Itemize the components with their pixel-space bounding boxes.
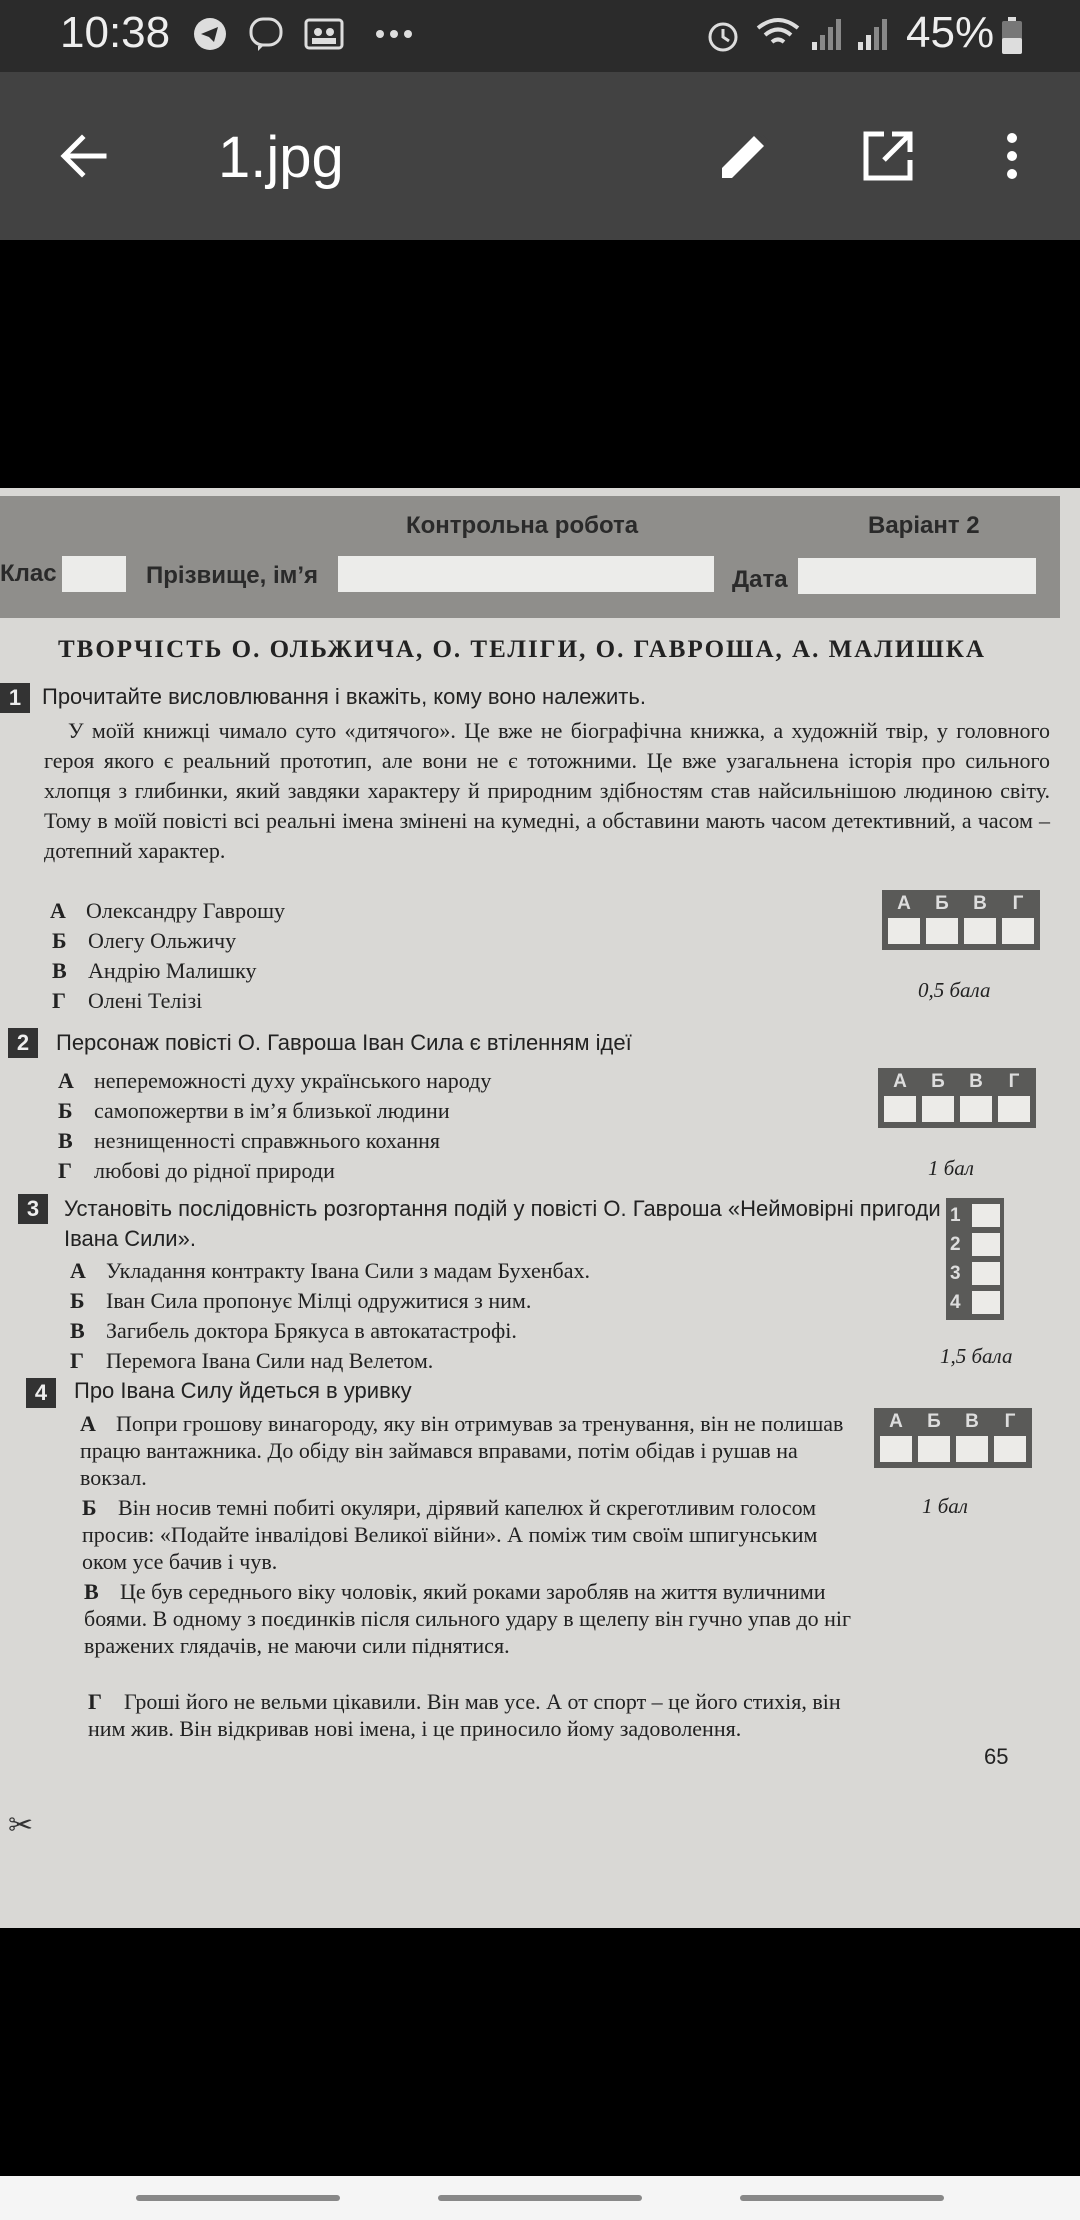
status-time: 10:38 — [60, 8, 171, 57]
answer-option: В Це був середнього віку чоловік, який роками заробляв на життя вуличними боями. В одному з поєдинків після сильного удару в щелепу він гучно упав до ніг вражених глядачів, не маючи сили піднятися. — [84, 1579, 852, 1658]
nav-recents-button[interactable] — [136, 2195, 340, 2201]
name-field — [338, 556, 714, 592]
contacts-icon — [304, 16, 344, 61]
date-field — [798, 558, 1036, 594]
answer-option: А Укладання контракту Івана Сили з мадам Бухенбах. — [70, 1258, 590, 1283]
answer-option: Г Олені Телізі — [52, 988, 203, 1013]
question-prompt: Про Івана Силу йдеться в уривку — [74, 1378, 412, 1403]
date-label: Дата — [732, 566, 788, 593]
sequence-grid: 1 2 3 4 — [946, 1198, 1004, 1320]
more-vert-icon — [992, 126, 1032, 186]
pencil-icon — [714, 126, 774, 186]
wifi-icon — [756, 16, 800, 61]
nav-home-button[interactable] — [438, 2195, 642, 2201]
answer-option: В Андрію Малишку — [52, 958, 257, 983]
scissors-icon: ✂ — [8, 1809, 34, 1842]
score-label: 0,5 бала — [918, 978, 991, 1002]
open-external-icon — [858, 126, 918, 186]
question-prompt: Прочитайте висловлювання і вкажіть, кому воно належить. — [42, 684, 646, 709]
answer-option: Б Іван Сила пропонує Мілці одружитися з ним. — [70, 1288, 532, 1313]
signal-icon — [810, 16, 844, 61]
image-viewer[interactable] — [0, 240, 1080, 2176]
page-number: 65 — [984, 1744, 1009, 1769]
app-bar — [0, 72, 1080, 240]
status-bar — [0, 0, 1080, 72]
telegram-icon — [192, 16, 228, 61]
signal-icon — [856, 16, 890, 61]
edit-button[interactable] — [712, 124, 776, 188]
answer-grid: А Б В Г — [878, 1068, 1036, 1128]
back-button[interactable] — [52, 124, 116, 188]
main-title: ТВОРЧІСТЬ О. ОЛЬЖИЧА, О. ТЕЛІГИ, О. ГАВРОША, А. МАЛИШКА — [58, 636, 986, 663]
battery-icon — [1000, 16, 1024, 65]
question-number: 2 — [8, 1028, 38, 1058]
battery-percent: 45% — [906, 8, 995, 57]
question-prompt: Персонаж повісті О. Гавроша Іван Сила є втіленням ідеї — [56, 1030, 632, 1055]
answer-option: А Попри грошову винагороду, яку він отримував за тренування, він не полишав працю вантажника. До обіду він займався вправами, потім обідав і рушав на вокзал. — [80, 1411, 844, 1490]
class-field — [62, 556, 126, 592]
alarm-icon — [704, 16, 742, 63]
worksheet-title: Контрольна робота — [406, 512, 639, 539]
answer-option: В незнищенності справжнього кохання — [58, 1128, 441, 1153]
nav-back-button[interactable] — [740, 2195, 944, 2201]
file-title: 1.jpg — [218, 125, 344, 190]
answer-grid: А Б В Г — [882, 890, 1040, 950]
answer-option: В Загибель доктора Брякуса в автокатастрофі. — [70, 1318, 517, 1343]
viber-icon — [248, 16, 284, 61]
answer-option: А Олександру Гаврошу — [50, 898, 286, 923]
open-external-button[interactable] — [856, 124, 920, 188]
more-dots-icon — [372, 16, 416, 61]
question-number: 4 — [26, 1378, 56, 1408]
answer-grid: А Б В Г — [874, 1408, 1032, 1468]
answer-option: А непереможності духу українського народу — [58, 1068, 492, 1093]
worksheet-variant: Варіант 2 — [868, 512, 980, 539]
question-number: 1 — [0, 683, 30, 713]
worksheet-photo — [0, 488, 1080, 1928]
answer-option: Б самопожертви в ім’я близької людини — [58, 1098, 450, 1123]
answer-option: Г Гроші його не вельми цікавили. Він мав усе. А от спорт – це його стихія, він ним жив. Він відкривав нові імена, і це приносило йому задоволення. — [88, 1689, 841, 1741]
score-label: 1 бал — [922, 1494, 968, 1518]
score-label: 1,5 бала — [940, 1344, 1013, 1368]
answer-option: Б Олегу Ольжичу — [52, 928, 237, 953]
more-options-button[interactable] — [980, 124, 1044, 188]
question-number: 3 — [18, 1194, 48, 1224]
question-prompt: Установіть послідовність розгортання подій у повісті О. Гавроша «Неймовірні пригоди Івана Сили». — [64, 1196, 941, 1251]
answer-option: Б Він носив темні побиті окуляри, дірявий капелюх й скреготливим голосом просив: «Подайте інвалідові Великої війни». А поміж тим своїм шпигунським оком усе бачив і чув. — [82, 1495, 818, 1574]
score-label: 1 бал — [928, 1156, 974, 1180]
navigation-bar — [0, 2176, 1080, 2220]
arrow-back-icon — [56, 128, 112, 184]
answer-option: Г Перемога Івана Сили над Велетом. — [70, 1348, 434, 1373]
answer-option: Г любові до рідної природи — [58, 1158, 335, 1183]
quote-passage: У моїй книжці чимало суто «дитячого». Це вже не біографічна книжка, а художній твір, у головного героя якого є реальний прототип, але вони не є тотожними. Це вже узагальнена історія про сильного хлопця з глибинки, який завдяки характеру й природним здібностям став найсильнішою людиною світу. Тому в моїй повісті всі реальні імена змінені на кумедні, а обставини мають часом детективний, а часом – дотепний характер. — [44, 718, 1050, 863]
name-label: Прізвище, ім’я — [146, 562, 319, 589]
class-label: Клас — [0, 560, 57, 587]
